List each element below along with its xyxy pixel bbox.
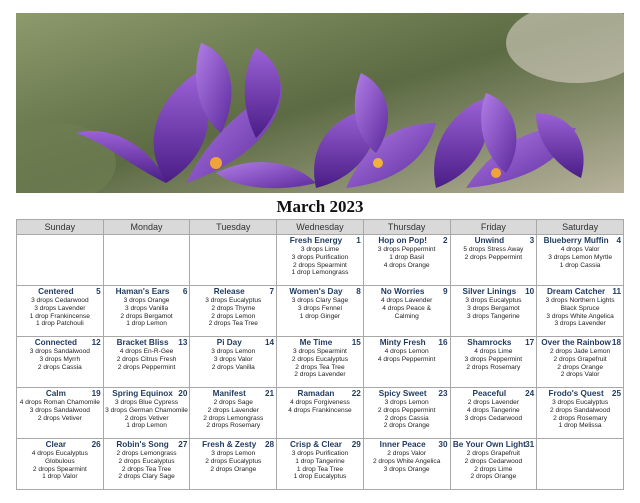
day-number: 26 <box>91 440 101 449</box>
blend-title: Clear <box>45 440 67 449</box>
day-header <box>278 440 362 450</box>
recipe-line: 3 drops Sandalwood <box>29 348 90 355</box>
day-number: 25 <box>611 389 621 398</box>
day-number: 4 <box>616 236 621 245</box>
day-cell <box>277 388 364 439</box>
recipe-line: 3 drops White Angelica <box>546 312 614 320</box>
recipe-line: 2 drops Vetiver <box>124 414 169 422</box>
recipe-line: 2 drops Lavender <box>467 399 520 406</box>
recipe-line: 2 drops Citrus Fresh <box>116 355 177 363</box>
recipe-line: 1 drop Melissa <box>558 422 602 430</box>
day-number: 19 <box>91 389 101 398</box>
week-row <box>17 388 624 439</box>
weekday-thursday: Thursday <box>363 220 450 235</box>
day-header <box>452 338 536 348</box>
day-cell <box>103 439 190 490</box>
day-header <box>278 287 362 297</box>
day-number: 15 <box>351 338 361 347</box>
day-header <box>365 236 449 246</box>
recipe-line: 4 drops Tangerine <box>467 406 520 414</box>
recipe-line: 3 drops Peppermint <box>464 355 523 363</box>
day-number: 10 <box>525 287 535 296</box>
weekday-header-row <box>17 220 624 235</box>
day-header <box>191 440 275 450</box>
day-header <box>105 338 189 348</box>
recipe-line: 2 drops Rosemary <box>206 422 261 430</box>
day-header <box>105 287 189 297</box>
day-number: 27 <box>178 440 188 449</box>
recipe-line: 1 drop Patchouli <box>36 320 84 328</box>
recipe-line: 3 drops Eucalyptus <box>465 297 522 304</box>
day-header <box>365 287 449 297</box>
day-header <box>191 389 275 399</box>
recipe-line: 2 drops Spearmint <box>32 465 87 473</box>
recipe-lines <box>191 348 275 371</box>
blend-title: Women's Day <box>289 287 343 296</box>
recipe-line: 3 drops Tangerine <box>467 312 520 320</box>
recipe-line: 3 drops Peppermint <box>377 246 436 253</box>
day-number: 2 <box>442 236 448 245</box>
recipe-line: 2 drops Tea Tree <box>295 363 345 371</box>
recipe-line: 2 drops Lavender <box>207 406 259 414</box>
day-cell <box>450 286 537 337</box>
recipe-line: 3 drops Lime <box>300 246 340 253</box>
day-number: 21 <box>265 389 275 398</box>
day-number: 29 <box>351 440 361 449</box>
day-cell <box>103 337 190 388</box>
day-header <box>191 287 275 297</box>
recipe-line: 2 drops Lemongrass <box>203 414 264 422</box>
recipe-line: 2 drops Grapefruit <box>466 450 520 457</box>
day-number: 5 <box>96 287 101 296</box>
day-cell <box>17 388 104 439</box>
recipe-line: 2 drops Orange <box>210 465 257 473</box>
recipe-line: 1 drop Cassia <box>559 261 601 269</box>
day-cell <box>363 286 450 337</box>
blend-title: Silver Linings <box>462 287 517 296</box>
recipe-line: 2 drops Vetiver <box>37 414 82 422</box>
recipe-line: 4 drops Valor <box>560 246 600 253</box>
recipe-lines <box>191 297 275 328</box>
recipe-lines <box>191 399 275 430</box>
day-number: 16 <box>438 338 448 347</box>
day-cell <box>103 388 190 439</box>
recipe-line: 3 drops Cedarwood <box>464 414 523 422</box>
recipe-line: 4 drops Lemon <box>384 348 429 355</box>
weekday-saturday: Saturday <box>537 220 624 235</box>
day-cell <box>17 337 104 388</box>
recipe-lines <box>452 348 536 371</box>
recipe-line: 3 drops Cedarwood <box>31 297 89 304</box>
blend-title: Fresh & Zesty <box>202 440 257 449</box>
recipe-lines <box>278 246 362 277</box>
recipe-lines <box>18 450 102 481</box>
day-number: 17 <box>525 338 535 347</box>
day-cell <box>450 439 537 490</box>
recipe-line: 3 drops Purification <box>291 253 349 261</box>
recipe-line: 5 drops Stress Away <box>463 246 524 253</box>
blend-title: Me Time <box>299 338 333 347</box>
day-cell <box>537 337 624 388</box>
week-row <box>17 439 624 490</box>
recipe-line: 2 drops Lemon <box>211 312 256 320</box>
blend-title: Calm <box>45 389 66 398</box>
day-header <box>452 236 536 246</box>
week-row <box>17 337 624 388</box>
day-cell <box>363 235 450 286</box>
recipe-line: 1 drop Tea Tree <box>296 465 343 473</box>
recipe-line: 2 drops Rosemary <box>553 414 608 422</box>
day-cell <box>190 439 277 490</box>
day-cell <box>363 388 450 439</box>
day-cell <box>450 337 537 388</box>
day-header <box>278 338 362 348</box>
empty-day-cell <box>103 235 190 286</box>
recipe-line: 3 drops Lemon Myrtle <box>548 253 612 261</box>
recipe-line: 2 drops Tea Tree <box>121 465 172 473</box>
blend-title: Robin's Song <box>116 440 169 449</box>
day-cell <box>17 439 104 490</box>
week-row <box>17 286 624 337</box>
day-number: 30 <box>438 440 448 449</box>
day-header <box>18 389 102 399</box>
recipe-line: 2 drops Sandalwood <box>550 406 611 414</box>
weekday-friday: Friday <box>450 220 537 235</box>
day-number: 11 <box>612 287 621 296</box>
calendar-grid <box>16 219 624 490</box>
day-number: 12 <box>91 338 101 347</box>
blend-title: Connected <box>34 338 77 347</box>
day-cell <box>190 337 277 388</box>
recipe-line: 2 drops Rosemary <box>466 363 521 371</box>
day-header <box>365 389 449 399</box>
recipe-line: 3 drops Myrrh <box>39 355 81 363</box>
day-number: 31 <box>525 440 535 449</box>
recipe-line: 2 drops Sage <box>213 399 253 406</box>
day-cell <box>537 388 624 439</box>
recipe-line: 4 drops Frankincense <box>288 406 352 414</box>
recipe-line: 4 drops Peace & <box>382 304 432 312</box>
recipe-line: 1 drop Basil <box>389 253 425 261</box>
recipe-line: Calming <box>394 312 419 320</box>
recipe-line: 2 drops Peppermint <box>117 363 176 371</box>
recipe-line: 2 drops Grapefruit <box>553 355 607 363</box>
day-number: 1 <box>356 236 361 245</box>
recipe-line: 2 drops Cassia <box>37 363 82 371</box>
recipe-line: 3 drops Blue Cypress <box>115 399 179 406</box>
recipe-line: 3 drops Northern Lights <box>545 297 615 304</box>
recipe-lines <box>278 450 362 481</box>
recipe-line: 2 drops Vanilla <box>211 363 255 371</box>
day-header <box>105 440 189 450</box>
purple-crocus-photo <box>16 13 624 193</box>
recipe-line: 2 drops Orange <box>557 363 604 371</box>
day-header <box>538 236 622 246</box>
recipe-line: 3 drops Sandalwood <box>29 406 90 414</box>
recipe-lines <box>365 450 449 473</box>
recipe-line: 2 drops Peppermint <box>464 253 523 261</box>
recipe-lines <box>105 348 189 371</box>
recipe-lines <box>105 297 189 328</box>
recipe-line: 2 drops White Angelica <box>372 457 441 465</box>
day-number: 13 <box>178 338 188 347</box>
blend-title: Be Your Own Light <box>452 440 526 449</box>
day-number: 8 <box>356 287 361 296</box>
blend-title: Crisp & Clear <box>290 440 342 449</box>
day-header <box>452 440 536 450</box>
recipe-line: 4 drops Lavender <box>381 297 433 304</box>
recipe-line: 2 drops Orange <box>470 473 517 481</box>
recipe-line: 3 drops Lemon <box>211 348 256 355</box>
recipe-lines <box>452 297 536 320</box>
blend-title: Blueberry Muffin <box>543 236 609 245</box>
blend-title: No Worries <box>380 287 425 296</box>
recipe-line: 2 drops Cassia <box>384 414 429 422</box>
day-header <box>278 236 362 246</box>
month-title: March 2023 <box>276 197 364 216</box>
day-header <box>365 440 449 450</box>
blend-title: Spicy Sweet <box>378 389 427 398</box>
recipe-lines <box>538 246 622 269</box>
recipe-line: 4 drops Lime <box>474 348 513 355</box>
day-header <box>538 338 622 348</box>
blend-title: Pi Day <box>216 338 242 347</box>
day-cell <box>17 286 104 337</box>
recipe-lines <box>452 246 536 262</box>
recipe-line: Black Spruce <box>560 304 600 312</box>
recipe-line: 2 drops Bergamot <box>120 312 173 320</box>
day-cell <box>537 286 624 337</box>
recipe-line: 2 drops Cedarwood <box>464 457 523 465</box>
blend-title: Shamrocks <box>467 338 512 347</box>
recipe-line: 4 drops Orange <box>383 261 430 269</box>
recipe-line: 2 drops Jade Lemon <box>550 348 611 355</box>
recipe-line: 3 drops Orange <box>383 465 430 473</box>
recipe-lines <box>278 399 362 415</box>
blend-title: Unwind <box>474 236 505 245</box>
day-cell <box>190 388 277 439</box>
recipe-lines <box>278 348 362 379</box>
day-cell <box>103 286 190 337</box>
empty-day-cell <box>17 235 104 286</box>
day-header <box>278 389 362 399</box>
recipe-lines <box>105 399 189 430</box>
week-row <box>17 235 624 286</box>
day-cell <box>363 439 450 490</box>
recipe-line: 3 drops Eucalyptus <box>552 399 609 406</box>
day-header <box>365 338 449 348</box>
recipe-line: 1 drop Ginger <box>299 312 341 320</box>
recipe-lines <box>191 450 275 473</box>
recipe-line: 2 drops Valor <box>387 450 427 457</box>
blend-title: Frodo's Quest <box>548 389 604 398</box>
day-cell <box>277 337 364 388</box>
recipe-line: 3 drops Eucalyptus <box>205 297 262 304</box>
recipe-line: 2 drops Orange <box>383 422 430 430</box>
recipe-lines <box>452 450 536 481</box>
day-number: 6 <box>182 287 188 296</box>
blend-title: Haman's Ears <box>115 287 170 296</box>
recipe-lines <box>538 399 622 430</box>
blend-title: Dream Catcher <box>546 287 606 296</box>
day-cell <box>190 286 277 337</box>
recipe-line: 3 drops Lavender <box>554 320 606 328</box>
recipe-lines <box>365 246 449 269</box>
day-number: 14 <box>265 338 275 347</box>
recipe-line: 1 drop Frankincense <box>29 312 90 320</box>
day-number: 28 <box>265 440 275 449</box>
day-number: 23 <box>438 389 448 398</box>
recipe-line: 2 drops Lemongrass <box>116 450 177 457</box>
recipe-line: 3 drops Fennel <box>297 304 342 312</box>
recipe-lines <box>365 399 449 430</box>
recipe-line: 3 drops Lemon <box>211 450 256 457</box>
blend-title: Ramadan <box>297 389 335 398</box>
recipe-lines <box>18 348 102 371</box>
recipe-line: 3 drops Bergamot <box>467 304 520 312</box>
recipe-line: 1 drop Lemongrass <box>291 269 349 277</box>
day-number: 22 <box>351 389 361 398</box>
day-cell <box>450 235 537 286</box>
day-header <box>452 389 536 399</box>
recipe-line: 3 drops Lemon <box>384 399 429 406</box>
day-header <box>105 389 189 399</box>
calendar-body <box>17 235 624 490</box>
recipe-line: 4 drops Eucalyptus <box>31 450 88 457</box>
recipe-line: 4 drops Forgiveness <box>290 399 350 406</box>
day-header <box>18 440 102 450</box>
day-header <box>538 287 622 297</box>
recipe-line: 3 drops Purification <box>291 450 349 457</box>
recipe-line: Globulous <box>45 457 75 465</box>
blend-title: Bracket Bliss <box>116 338 169 347</box>
recipe-line: 2 drops Lime <box>474 465 513 473</box>
day-header <box>538 389 622 399</box>
recipe-lines <box>365 348 449 364</box>
recipe-line: 3 drops Clary Sage <box>291 297 349 304</box>
empty-day-cell <box>537 439 624 490</box>
blend-title: Peaceful <box>472 389 507 398</box>
weekday-wednesday: Wednesday <box>277 220 364 235</box>
blend-title: Fresh Energy <box>289 236 343 245</box>
recipe-lines <box>105 450 189 481</box>
day-cell <box>363 337 450 388</box>
recipe-line: 1 drop Lemon <box>126 320 167 328</box>
recipe-lines <box>18 297 102 328</box>
blend-title: Inner Peace <box>379 440 426 449</box>
blend-title: Minty Fresh <box>379 338 426 347</box>
day-number: 20 <box>178 389 188 398</box>
blend-title: Hop on Pop! <box>378 236 427 245</box>
recipe-lines <box>278 297 362 320</box>
blend-title: Release <box>213 287 245 296</box>
recipe-line: 3 drops Orange <box>123 297 170 304</box>
blend-title: Over the Rainbow <box>541 338 611 347</box>
recipe-line: 2 drops Eucalyptus <box>291 355 348 363</box>
day-number: 9 <box>442 287 448 296</box>
recipe-line: 2 drops Tea Tree <box>208 320 258 328</box>
weekday-monday: Monday <box>103 220 190 235</box>
empty-day-cell <box>190 235 277 286</box>
recipe-line: 2 drops Clary Sage <box>118 473 175 481</box>
recipe-line: 4 drops Roman Chamomile <box>19 399 100 406</box>
recipe-line: 3 drops Lavender <box>34 304 86 312</box>
day-header <box>18 338 102 348</box>
day-number: 3 <box>529 236 535 245</box>
recipe-line: 3 drops Spearmint <box>293 348 347 355</box>
recipe-line: 1 drop Tangerine <box>295 457 345 465</box>
recipe-line: 1 drop Lemon <box>126 422 167 430</box>
day-cell <box>450 388 537 439</box>
weekday-tuesday: Tuesday <box>190 220 277 235</box>
recipe-line: 2 drops Eucalyptus <box>118 457 175 465</box>
recipe-line: 2 drops Lavender <box>294 371 346 379</box>
day-number: 24 <box>525 389 535 398</box>
recipe-lines <box>538 348 622 379</box>
day-cell <box>537 235 624 286</box>
recipe-lines <box>365 297 449 320</box>
recipe-line: 2 drops Thyme <box>211 304 256 312</box>
day-number: 7 <box>269 287 275 296</box>
day-header <box>18 287 102 297</box>
day-cell <box>277 286 364 337</box>
recipe-line: 1 drop Eucalyptus <box>293 473 347 481</box>
recipe-line: 3 drops Vanilla <box>124 304 169 312</box>
recipe-lines <box>452 399 536 422</box>
day-cell <box>277 235 364 286</box>
recipe-line: 4 drops En-R-Gee <box>119 348 174 355</box>
recipe-line: 3 drops Valor <box>213 355 253 363</box>
recipe-line: 1 drop Valor <box>42 473 78 481</box>
recipe-lines <box>538 297 622 328</box>
day-header <box>452 287 536 297</box>
day-number: 18 <box>611 338 621 347</box>
blend-title: Centered <box>38 287 74 296</box>
recipe-line: 2 drops Valor <box>560 371 600 379</box>
day-cell <box>277 439 364 490</box>
recipe-line: 3 drops German Chamomile <box>105 406 188 414</box>
recipe-line: 2 drops Eucalyptus <box>205 457 262 465</box>
recipe-line: 4 drops Peppermint <box>377 355 436 363</box>
recipe-line: 2 drops Spearmint <box>293 261 347 269</box>
day-header <box>191 338 275 348</box>
recipe-line: 2 drops Peppermint <box>377 406 436 414</box>
blend-title: Manifest <box>212 389 246 398</box>
weekday-sunday: Sunday <box>17 220 104 235</box>
recipe-lines <box>18 399 102 422</box>
blend-title: Spring Equinox <box>112 389 173 398</box>
